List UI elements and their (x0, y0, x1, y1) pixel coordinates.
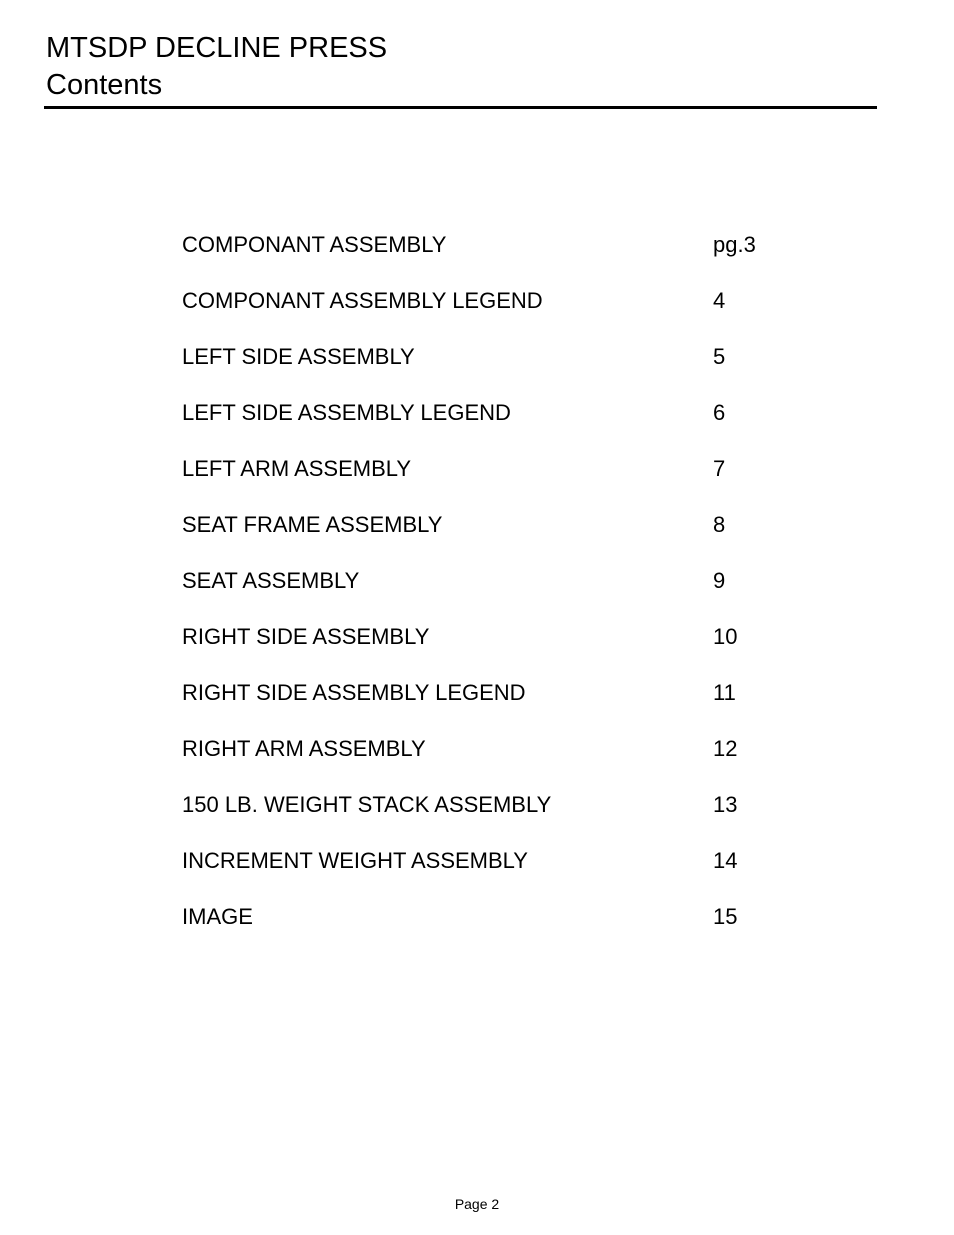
toc-entry-label: COMPONANT ASSEMBLY LEGEND (182, 288, 543, 313)
toc-row (182, 790, 802, 846)
toc-entry-page: pg.3 (713, 232, 756, 257)
toc-entry-page: 12 (713, 736, 738, 761)
toc-row (182, 622, 802, 678)
toc-entry-label: COMPONANT ASSEMBLY (182, 232, 447, 257)
document-title: MTSDP DECLINE PRESS (46, 32, 388, 64)
toc-entry-label: SEAT ASSEMBLY (182, 568, 360, 593)
toc-entry-label: INCREMENT WEIGHT ASSEMBLY (182, 848, 528, 873)
toc-entry-page: 15 (713, 904, 738, 929)
toc-entry-label: 150 LB. WEIGHT STACK ASSEMBLY (182, 792, 552, 817)
toc-entry-page: 11 (713, 680, 736, 705)
toc-entry-page: 9 (713, 568, 726, 593)
toc-entry-page: 8 (713, 512, 726, 537)
toc-row (182, 902, 802, 958)
toc-row (182, 846, 802, 902)
toc-entry-label: LEFT ARM ASSEMBLY (182, 456, 412, 481)
toc-entry-label: LEFT SIDE ASSEMBLY (182, 344, 415, 369)
document-header (46, 30, 387, 104)
toc-entry-page: 5 (713, 344, 726, 369)
toc-entry-label: RIGHT SIDE ASSEMBLY LEGEND (182, 680, 526, 705)
toc-entry-page: 4 (713, 288, 726, 313)
table-of-contents (182, 230, 802, 958)
toc-row (182, 566, 802, 622)
toc-row (182, 342, 802, 398)
header-divider (44, 106, 877, 109)
toc-entry-page: 10 (713, 624, 738, 649)
toc-row (182, 510, 802, 566)
toc-row (182, 230, 802, 286)
toc-entry-label: SEAT FRAME ASSEMBLY (182, 512, 443, 537)
toc-entry-page: 7 (713, 456, 726, 481)
toc-row (182, 678, 802, 734)
toc-entry-page: 6 (713, 400, 726, 425)
toc-entry-label: LEFT SIDE ASSEMBLY LEGEND (182, 400, 511, 425)
toc-entry-page: 14 (713, 848, 738, 873)
toc-entry-label: RIGHT SIDE ASSEMBLY (182, 624, 430, 649)
toc-row (182, 734, 802, 790)
toc-entry-label: RIGHT ARM ASSEMBLY (182, 736, 426, 761)
page-number: Page 2 (454, 1196, 500, 1212)
section-title: Contents (46, 69, 163, 101)
toc-entry-page: 13 (713, 792, 738, 817)
toc-entry-label: IMAGE (182, 904, 253, 929)
toc-row (182, 286, 802, 342)
toc-row (182, 398, 802, 454)
toc-row (182, 454, 802, 510)
